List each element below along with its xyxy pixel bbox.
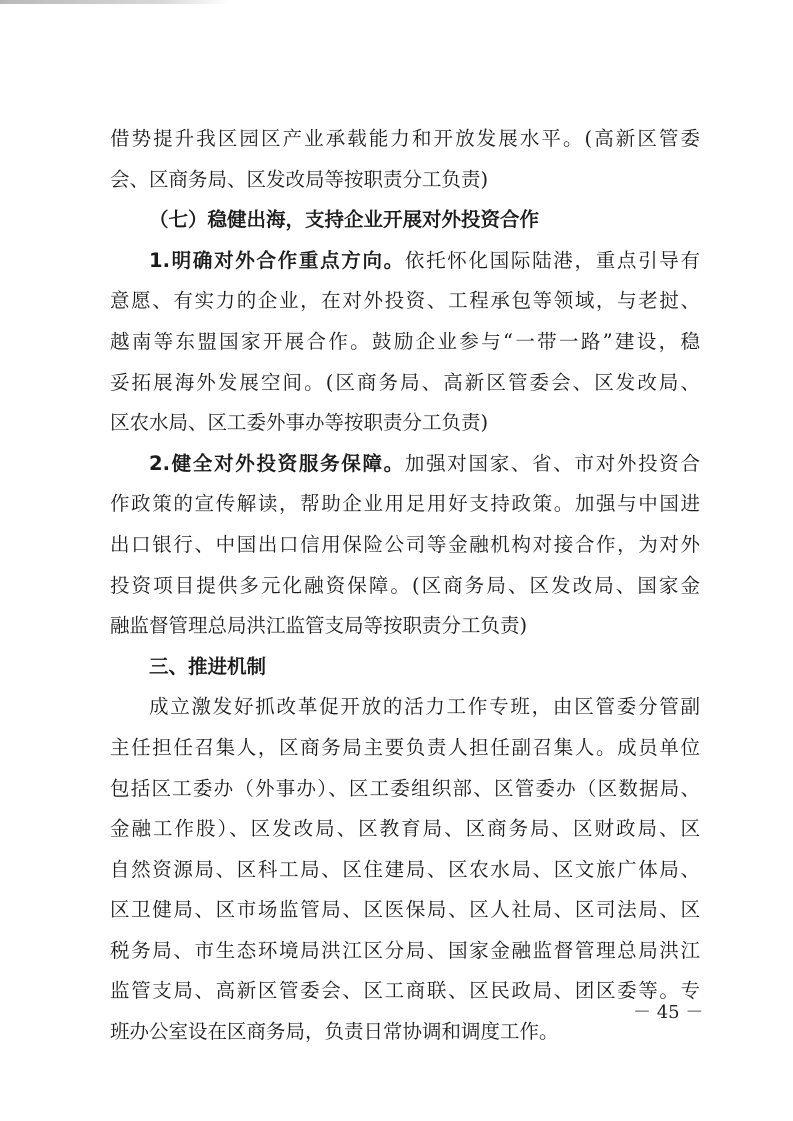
paragraph-text: 成立激发好抓改革促开放的活力工作专班，由区管委分管副	[149, 695, 700, 719]
paragraph-text: 加强对国家、省、市对外投资合	[404, 451, 700, 475]
paragraph-line	[110, 890, 700, 931]
paragraph-text: 借势提升我区园区产业承载能力和开放发展水平。(高新区管委	[110, 127, 700, 150]
paragraph-line	[110, 119, 700, 160]
paragraph-text: 班办公室设在区商务局，负责日常协调和调度工作。	[110, 1020, 559, 1044]
paragraph-line	[110, 728, 700, 769]
paragraph-line	[110, 809, 700, 850]
paragraph-text: 会、区商务局、区发改局等按职责分工负责)	[110, 167, 489, 191]
paragraph-text: 自然资源局、区科工局、区住建局、区农水局、区文旅广体局、	[110, 857, 700, 881]
paragraph-line	[110, 444, 700, 485]
paragraph-line	[110, 931, 700, 972]
paragraph-line	[110, 566, 700, 607]
paragraph-line	[110, 322, 700, 363]
paragraph-text: 金融工作股）、区发改局、区教育局、区商务局、区财政局、区	[110, 817, 700, 841]
paragraph-line	[110, 1012, 700, 1053]
paragraph-lead: 1.明确对外合作重点方向。	[149, 248, 405, 272]
paragraph-lead: 2.健全对外投资服务保障。	[149, 451, 405, 475]
section-heading: 三、推进机制	[149, 654, 267, 678]
paragraph-text: 区农水局、区工委外事办等按职责分工负责)	[110, 411, 489, 435]
paragraph-text: 监管支局、高新区管委会、区工商联、区民政局、团区委等。专	[110, 979, 700, 1003]
paragraph-line	[110, 363, 700, 404]
paragraph-text: 妥拓展海外发展空间。(区商务局、高新区管委会、区发改局、	[110, 370, 700, 394]
paragraph-line	[110, 971, 700, 1012]
section-heading: （七）稳健出海，支持企业开展对外投资合作	[149, 208, 540, 232]
paragraph-text: 越南等东盟国家开展合作。鼓励企业参与“一带一路”建设，稳	[110, 329, 700, 353]
document-body	[110, 119, 700, 1053]
paragraph-text: 依托怀化国际陆港，重点引导有	[404, 248, 700, 272]
paragraph-line	[110, 769, 700, 810]
paragraph-text: 税务局、市生态环境局洪江区分局、国家金融监督管理总局洪江	[110, 938, 700, 962]
paragraph-text: 包括区工委办（外事办）、区工委组织部、区管委办（区数据局、	[110, 776, 700, 800]
paragraph-text: 作政策的宣传解读，帮助企业用足用好支持政策。加强与中国进	[110, 492, 700, 516]
paragraph-text: 主任担任召集人，区商务局主要负责人担任副召集人。成员单位	[110, 735, 700, 759]
paragraph-text: 投资项目提供多元化融资保障。(区商务局、区发改局、国家金	[110, 573, 700, 597]
paragraph-line	[110, 606, 700, 647]
paragraph-line	[110, 484, 700, 525]
paragraph-line	[110, 281, 700, 322]
paragraph-text: 区卫健局、区市场监管局、区医保局、区人社局、区司法局、区	[110, 898, 700, 922]
page-number: － 45 －	[633, 1002, 704, 1023]
paragraph-line	[110, 687, 700, 728]
paragraph-line	[110, 850, 700, 891]
paragraph-line	[110, 525, 700, 566]
paragraph-text: 融监督管理总局洪江监管支局等按职责分工负责)	[110, 614, 528, 638]
paragraph-text: 意愿、有实力的企业，在对外投资、工程承包等领域，与老挝、	[110, 289, 700, 313]
paragraph-line	[110, 403, 700, 444]
paragraph-line	[110, 160, 700, 201]
paragraph-line	[110, 241, 700, 282]
paragraph-text: 出口银行、中国出口信用保险公司等金融机构对接合作，为对外	[110, 532, 700, 556]
scan-edge-shadow	[0, 0, 230, 4]
